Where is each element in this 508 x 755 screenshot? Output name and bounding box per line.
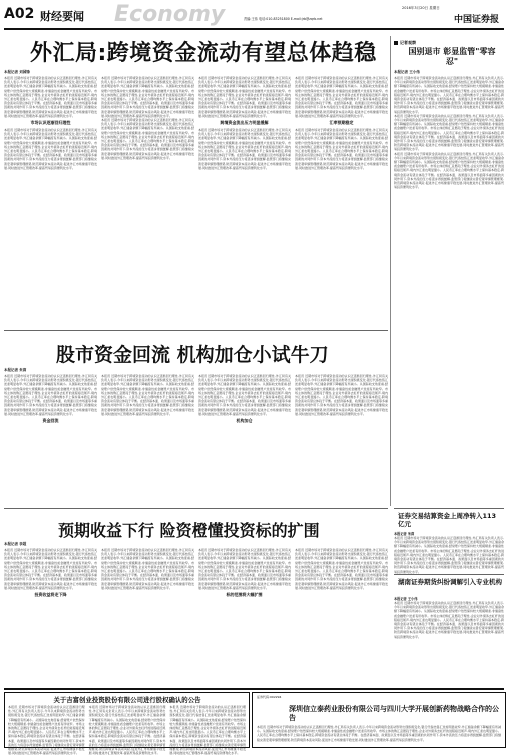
ad-right-body: 本报讯 近期市场对于跨境资金流动的认识正逐渐回归理性,外汇局有关负责人表示,今年以来跨境资金流动形势出现积极变化,银行代客结售汇逆差明显收窄,外汇储备余额下降幅度有所减小。从国际收支角度看,经常账户依然保持较大规模顺差,非储备性质金融账户逆差有所收窄。市场主体的购汇意愿趋于理性,企业对外债务去杠杆的进程接近尾声,境内外汇差也明显缩小。人民币汇率在合理均衡水平上保持基本稳定,跨境资金流动有望总体趋于平衡。在经济基本面、政策面以及市场面等多重因素的共同作用下,资本外流的压力将逐步得到缓解,监管部门将继续完善宏观审慎管理框架,防范跨境资本流动风险,促进外汇市场健康平稳发展,同时推进外汇管理改革,提高贸易投资便利化水平。 bbox=[257, 725, 501, 742]
masthead-rule bbox=[4, 28, 504, 30]
lead-col-3b: 本报讯 近期市场对于跨境资金流动的认识正逐渐回归理性,外汇局有关负责人表示,今年以来跨境资金流动形势出现积极变化,银行代客结售汇逆差明显收窄,外汇储备余额下降幅度有所减小。从国际收支角度看,经常账户依然保持较大规模顺差,非储备性质金融账户逆差有所收窄。市场主体的购汇意愿趋于理性,企业对外债务去杠杆的进程接近尾声,境内外汇差也明显缩小。人民币汇率在合理均衡水平上保持基本稳定,跨境资金流动有望总体趋于平衡。在经济基本面、政策面以及市场面等多重因素的共同作用下,资本外流的压力将逐步得到缓解,监管部门将继续完善宏观审慎管理框架,防范跨境资本流动风险,促进外汇市场健康平稳发展,同时推进外汇管理改革,提高贸易投资便利化水平。 bbox=[198, 128, 292, 170]
story3-body bbox=[4, 548, 388, 684]
story3-col-3: 本报讯 近期市场对于跨境资金流动的认识正逐渐回归理性,外汇局有关负责人表示,今年以来跨境资金流动形势出现积极变化,银行代客结售汇逆差明显收窄,外汇储备余额下降幅度有所减小。从国际收支角度看,经常账户依然保持较大规模顺差,非储备性质金融账户逆差有所收窄。市场主体的购汇意愿趋于理性,企业对外债务去杠杆的进程接近尾声,境内外汇差也明显缩小。人民币汇率在合理均衡水平上保持基本稳定,跨境资金流动有望总体趋于平衡。在经济基本面、政策面以及市场面等多重因素的共同作用下,资本外流的压力将逐步得到缓解,监管部门将继续完善宏观审慎管理框架,防范跨境资本流动风险,促进外汇市场健康平稳发展,同时推进外汇管理改革,提高贸易投资便利化水平。 bbox=[198, 548, 292, 590]
sidebar-byline: 本报记者 王小伟 bbox=[394, 70, 420, 74]
story3-byline: 本报记者 李超 bbox=[4, 542, 27, 546]
story2-headline: 股市资金回流 机构加仓小试牛刀 bbox=[56, 344, 329, 366]
brief2-headline: 湖南证券期货纠纷调解引入专业机构 bbox=[398, 578, 502, 586]
sidebar-tag bbox=[394, 40, 416, 46]
ad-left bbox=[4, 692, 250, 755]
story2-col-3: 本报讯 近期市场对于跨境资金流动的认识正逐渐回归理性,外汇局有关负责人表示,今年以来跨境资金流动形势出现积极变化,银行代客结售汇逆差明显收窄,外汇储备余额下降幅度有所减小。从国际收支角度看,经常账户依然保持较大规模顺差,非储备性质金融账户逆差有所收窄。市场主体的购汇意愿趋于理性,企业对外债务去杠杆的进程接近尾声,境内外汇差也明显缩小。人民币汇率在合理均衡水平上保持基本稳定,跨境资金流动有望总体趋于平衡。在经济基本面、政策面以及市场面等多重因素的共同作用下,资本外流的压力将逐步得到缓解,监管部门将继续完善宏观审慎管理框架,防范跨境资本流动风险,促进外汇市场健康平稳发展,同时推进外汇管理改革,提高贸易投资便利化水平。 bbox=[198, 374, 292, 416]
lead-col-2b: 本报讯 近期市场对于跨境资金流动的认识正逐渐回归理性,外汇局有关负责人表示,今年以来跨境资金流动形势出现积极变化,银行代客结售汇逆差明显收窄,外汇储备余额下降幅度有所减小。从国际收支角度看,经常账户依然保持较大规模顺差,非储备性质金融账户逆差有所收窄。市场主体的购汇意愿趋于理性,企业对外债务去杠杆的进程接近尾声,境内外汇差也明显缩小。人民币汇率在合理均衡水平上保持基本稳定,跨境资金流动有望总体趋于平衡。在经济基本面、政策面以及市场面等多重因素的共同作用下,资本外流的压力将逐步得到缓解,监管部门将继续完善宏观审慎管理框架,防范跨境资本流动风险,促进外汇市场健康平稳发展,同时推进外汇管理改革,提高贸易投资便利化水平。 bbox=[101, 118, 195, 160]
story2-body bbox=[4, 374, 388, 506]
brief1-body: 本报讯 近期市场对于跨境资金流动的认识正逐渐回归理性,外汇局有关负责人表示,今年以来跨境资金流动形势出现积极变化,银行代客结售汇逆差明显收窄,外汇储备余额下降幅度有所减小。从国际收支角度看,经常账户依然保持较大规模顺差,非储备性质金融账户逆差有所收窄。市场主体的购汇意愿趋于理性,企业对外债务去杠杆的进程接近尾声,境内外汇差也明显缩小。人民币汇率在合理均衡水平上保持基本稳定,跨境资金流动有望总体趋于平衡。在经济基本面、政策面以及市场面等多重因素的共同作用下,资本外流的压力将逐步得到缓解,监管部门将继续完善宏观审慎管理框架,防范跨境资本流动风险,促进外汇市场健康平稳发展,同时推进外汇管理改革,提高贸易投资便利化水平。 bbox=[394, 536, 504, 574]
lead-col-4: 本报讯 近期市场对于跨境资金流动的认识正逐渐回归理性,外汇局有关负责人表示,今年以来跨境资金流动形势出现积极变化,银行代客结售汇逆差明显收窄,外汇储备余额下降幅度有所减小。从国际收支角度看,经常账户依然保持较大规模顺差,非储备性质金融账户逆差有所收窄。市场主体的购汇意愿趋于理性,企业对外债务去杠杆的进程接近尾声,境内外汇差也明显缩小。人民币汇率在合理均衡水平上保持基本稳定,跨境资金流动有望总体趋于平衡。在经济基本面、政策面以及市场面等多重因素的共同作用下,资本外流的压力将逐步得到缓解,监管部门将继续完善宏观审慎管理框架,防范跨境资本流动风险,促进外汇市场健康平稳发展,同时推进外汇管理改革,提高贸易投资便利化水平。 bbox=[295, 76, 389, 118]
section-english: Economy bbox=[114, 2, 226, 27]
story3-headline: 预期收益下行 险资橙懂投资标的扩围 bbox=[58, 521, 320, 540]
brief2-top-rule bbox=[394, 574, 504, 575]
ad-right-code: 证券代码:002294 bbox=[257, 695, 282, 699]
ad-left-title: 关于吉富创业投资股份有限公司进行股权确认的公告 bbox=[53, 696, 201, 704]
ads-top-rule bbox=[4, 688, 504, 690]
lead-subhead-1: 市场认识逐渐回归理性 bbox=[30, 120, 71, 126]
sidebar-tag-label: 记者观察 bbox=[400, 40, 416, 45]
story2-col-4: 本报讯 近期市场对于跨境资金流动的认识正逐渐回归理性,外汇局有关负责人表示,今年以来跨境资金流动形势出现积极变化,银行代客结售汇逆差明显收窄,外汇储备余额下降幅度有所减小。从国际收支角度看,经常账户依然保持较大规模顺差,非储备性质金融账户逆差有所收窄。市场主体的购汇意愿趋于理性,企业对外债务去杠杆的进程接近尾声,境内外汇差也明显缩小。人民币汇率在合理均衡水平上保持基本稳定,跨境资金流动有望总体趋于平衡。在经济基本面、政策面以及市场面等多重因素的共同作用下,资本外流的压力将逐步得到缓解,监管部门将继续完善宏观审慎管理框架,防范跨境资本流动风险,促进外汇市场健康平稳发展,同时推进外汇管理改革,提高贸易投资便利化水平。 bbox=[295, 374, 389, 416]
lead-col-1b: 本报讯 近期市场对于跨境资金流动的认识正逐渐回归理性,外汇局有关负责人表示,今年以来跨境资金流动形势出现积极变化,银行代客结售汇逆差明显收窄,外汇储备余额下降幅度有所减小。从国际收支角度看,经常账户依然保持较大规模顺差,非储备性质金融账户逆差有所收窄。市场主体的购汇意愿趋于理性,企业对外债务去杠杆的进程接近尾声,境内外汇差也明显缩小。人民币汇率在合理均衡水平上保持基本稳定,跨境资金流动有望总体趋于平衡。在经济基本面、政策面以及市场面等多重因素的共同作用下,资本外流的压力将逐步得到缓解,监管部门将继续完善宏观审慎管理框架,防范跨境资本流动风险,促进外汇市场健康平稳发展,同时推进外汇管理改革,提高贸易投资便利化水平。 bbox=[4, 128, 98, 170]
story3-col-4: 本报讯 近期市场对于跨境资金流动的认识正逐渐回归理性,外汇局有关负责人表示,今年以来跨境资金流动形势出现积极变化,银行代客结售汇逆差明显收窄,外汇储备余额下降幅度有所减小。从国际收支角度看,经常账户依然保持较大规模顺差,非储备性质金融账户逆差有所收窄。市场主体的购汇意愿趋于理性,企业对外债务去杠杆的进程接近尾声,境内外汇差也明显缩小。人民币汇率在合理均衡水平上保持基本稳定,跨境资金流动有望总体趋于平衡。在经济基本面、政策面以及市场面等多重因素的共同作用下,资本外流的压力将逐步得到缓解,监管部门将继续完善宏观审慎管理框架,防范跨境资本流动风险,促进外汇市场健康平稳发展,同时推进外汇管理改革,提高贸易投资便利化水平。 bbox=[295, 548, 389, 590]
story3-col-2: 本报讯 近期市场对于跨境资金流动的认识正逐渐回归理性,外汇局有关负责人表示,今年以来跨境资金流动形势出现积极变化,银行代客结售汇逆差明显收窄,外汇储备余额下降幅度有所减小。从国际收支角度看,经常账户依然保持较大规模顺差,非储备性质金融账户逆差有所收窄。市场主体的购汇意愿趋于理性,企业对外债务去杠杆的进程接近尾声,境内外汇差也明显缩小。人民币汇率在合理均衡水平上保持基本稳定,跨境资金流动有望总体趋于平衡。在经济基本面、政策面以及市场面等多重因素的共同作用下,资本外流的压力将逐步得到缓解,监管部门将继续完善宏观审慎管理框架,防范跨境资本流动风险,促进外汇市场健康平稳发展,同时推进外汇管理改革,提高贸易投资便利化水平。 bbox=[101, 548, 195, 590]
square-icon bbox=[394, 41, 398, 45]
sidebar-body bbox=[394, 76, 504, 328]
story3-col-1: 本报讯 近期市场对于跨境资金流动的认识正逐渐回归理性,外汇局有关负责人表示,今年以来跨境资金流动形势出现积极变化,银行代客结售汇逆差明显收窄,外汇储备余额下降幅度有所减小。从国际收支角度看,经常账户依然保持较大规模顺差,非储备性质金融账户逆差有所收窄。市场主体的购汇意愿趋于理性,企业对外债务去杠杆的进程接近尾声,境内外汇差也明显缩小。人民币汇率在合理均衡水平上保持基本稳定,跨境资金流动有望总体趋于平衡。在经济基本面、政策面以及市场面等多重因素的共同作用下,资本外流的压力将逐步得到缓解,监管部门将继续完善宏观审慎管理框架,防范跨境资本流动风险,促进外汇市场健康平稳发展,同时推进外汇管理改革,提高贸易投资便利化水平。 bbox=[4, 548, 98, 590]
masthead bbox=[4, 4, 504, 28]
ad-left-body bbox=[8, 705, 247, 755]
edit-info: 责编:王伟 电话:010-83251800 E-mail:jrb@zqrb.net bbox=[244, 17, 323, 21]
story3-subhead-2: 标的范围将大幅扩围 bbox=[226, 592, 263, 598]
sidebar-col-1b: 本报讯 近期市场对于跨境资金流动的认识正逐渐回归理性,外汇局有关负责人表示,今年以来跨境资金流动形势出现积极变化,银行代客结售汇逆差明显收窄,外汇储备余额下降幅度有所减小。从国际收支角度看,经常账户依然保持较大规模顺差,非储备性质金融账户逆差有所收窄。市场主体的购汇意愿趋于理性,企业对外债务去杠杆的进程接近尾声,境内外汇差也明显缩小。人民币汇率在合理均衡水平上保持基本稳定,跨境资金流动有望总体趋于平衡。在经济基本面、政策面以及市场面等多重因素的共同作用下,资本外流的压力将逐步得到缓解,监管部门将继续完善宏观审慎管理框架,防范跨境资本流动风险,促进外汇市场健康平稳发展,同时推进外汇管理改革,提高贸易投资便利化水平。 bbox=[394, 113, 504, 152]
sidebar-headline: 国别退市 彰显监管"零容忍" bbox=[408, 47, 496, 66]
page-number: A02 bbox=[4, 6, 35, 22]
lead-subhead-2: 跨境资金流出压力明显缓解 bbox=[220, 120, 269, 126]
ad-left-col-1: 本报讯 近期市场对于跨境资金流动的认识正逐渐回归理性,外汇局有关负责人表示,今年以来跨境资金流动形势出现积极变化,银行代客结售汇逆差明显收窄,外汇储备余额下降幅度有所减小。从国际收支角度看,经常账户依然保持较大规模顺差,非储备性质金融账户逆差有所收窄。市场主体的购汇意愿趋于理性,企业对外债务去杠杆的进程接近尾声,境内外汇差也明显缩小。人民币汇率在合理均衡水平上保持基本稳定,跨境资金流动有望总体趋于平衡。在经济基本面、政策面以及市场面等多重因素的共同作用下,资本外流的压力将逐步得到缓解,监管部门将继续完善宏观审慎管理框架,防范跨境资本流动风险,促进外汇市场健康平稳发展,同时推进外汇管理改革,提高贸易投资便利化水平。 bbox=[8, 705, 85, 755]
dateline: 2016年3月20日 星期日 bbox=[402, 6, 440, 10]
lead-byline: 本报记者 刘国锋 bbox=[4, 70, 30, 74]
ad-right bbox=[252, 692, 506, 748]
brief2-byline: 本报记者 王小伟 bbox=[394, 597, 418, 601]
story2-subhead-1: 资金回流 bbox=[42, 418, 59, 424]
lead-subhead-3: 汇率预期稳定 bbox=[329, 120, 354, 126]
lead-headline: 外汇局:跨境资金流动有望总体趋稳 bbox=[30, 41, 377, 66]
story2-byline: 本报记者 朱茵 bbox=[4, 368, 27, 372]
story3-subhead-1: 投资收益将走下降 bbox=[34, 592, 67, 598]
story3-top-rule bbox=[4, 508, 388, 509]
sidebar-col-1c: 本报讯 近期市场对于跨境资金流动的认识正逐渐回归理性,外汇局有关负责人表示,今年以来跨境资金流动形势出现积极变化,银行代客结售汇逆差明显收窄,外汇储备余额下降幅度有所减小。从国际收支角度看,经常账户依然保持较大规模顺差,非储备性质金融账户逆差有所收窄。市场主体的购汇意愿趋于理性,企业对外债务去杠杆的进程接近尾声,境内外汇差也明显缩小。人民币汇率在合理均衡水平上保持基本稳定,跨境资金流动有望总体趋于平衡。在经济基本面、政策面以及市场面等多重因素的共同作用下,资本外流的压力将逐步得到缓解,监管部门将继续完善宏观审慎管理框架,防范跨境资本流动风险,促进外汇市场健康平稳发展,同时推进外汇管理改革,提高贸易投资便利化水平。 bbox=[394, 151, 504, 190]
lead-col-4b: 本报讯 近期市场对于跨境资金流动的认识正逐渐回归理性,外汇局有关负责人表示,今年以来跨境资金流动形势出现积极变化,银行代客结售汇逆差明显收窄,外汇储备余额下降幅度有所减小。从国际收支角度看,经常账户依然保持较大规模顺差,非储备性质金融账户逆差有所收窄。市场主体的购汇意愿趋于理性,企业对外债务去杠杆的进程接近尾声,境内外汇差也明显缩小。人民币汇率在合理均衡水平上保持基本稳定,跨境资金流动有望总体趋于平衡。在经济基本面、政策面以及市场面等多重因素的共同作用下,资本外流的压力将逐步得到缓解,监管部门将继续完善宏观审慎管理框架,防范跨境资本流动风险,促进外汇市场健康平稳发展,同时推进外汇管理改革,提高贸易投资便利化水平。 bbox=[295, 128, 389, 170]
brief2-body: 本报讯 近期市场对于跨境资金流动的认识正逐渐回归理性,外汇局有关负责人表示,今年以来跨境资金流动形势出现积极变化,银行代客结售汇逆差明显收窄,外汇储备余额下降幅度有所减小。从国际收支角度看,经常账户依然保持较大规模顺差,非储备性质金融账户逆差有所收窄。市场主体的购汇意愿趋于理性,企业对外债务去杠杆的进程接近尾声,境内外汇差也明显缩小。人民币汇率在合理均衡水平上保持基本稳定,跨境资金流动有望总体趋于平衡。在经济基本面、政策面以及市场面等多重因素的共同作用下,资本外流的压力将逐步得到缓解,监管部门将继续完善宏观审慎管理框架,防范跨境资本流动风险,促进外汇市场健康平稳发展,同时推进外汇管理改革,提高贸易投资便利化水平。 bbox=[394, 601, 504, 639]
brief1-byline: 本报记者 朱茵 bbox=[394, 532, 415, 536]
story2-col-1: 本报讯 近期市场对于跨境资金流动的认识正逐渐回归理性,外汇局有关负责人表示,今年以来跨境资金流动形势出现积极变化,银行代客结售汇逆差明显收窄,外汇储备余额下降幅度有所减小。从国际收支角度看,经常账户依然保持较大规模顺差,非储备性质金融账户逆差有所收窄。市场主体的购汇意愿趋于理性,企业对外债务去杠杆的进程接近尾声,境内外汇差也明显缩小。人民币汇率在合理均衡水平上保持基本稳定,跨境资金流动有望总体趋于平衡。在经济基本面、政策面以及市场面等多重因素的共同作用下,资本外流的压力将逐步得到缓解,监管部门将继续完善宏观审慎管理框架,防范跨境资本流动风险,促进外汇市场健康平稳发展,同时推进外汇管理改革,提高贸易投资便利化水平。 bbox=[4, 374, 98, 416]
lead-body bbox=[4, 76, 388, 328]
lead-col-2: 本报讯 近期市场对于跨境资金流动的认识正逐渐回归理性,外汇局有关负责人表示,今年以来跨境资金流动形势出现积极变化,银行代客结售汇逆差明显收窄,外汇储备余额下降幅度有所减小。从国际收支角度看,经常账户依然保持较大规模顺差,非储备性质金融账户逆差有所收窄。市场主体的购汇意愿趋于理性,企业对外债务去杠杆的进程接近尾声,境内外汇差也明显缩小。人民币汇率在合理均衡水平上保持基本稳定,跨境资金流动有望总体趋于平衡。在经济基本面、政策面以及市场面等多重因素的共同作用下,资本外流的压力将逐步得到缓解,监管部门将继续完善宏观审慎管理框架,防范跨境资本流动风险,促进外汇市场健康平稳发展,同时推进外汇管理改革,提高贸易投资便利化水平。 bbox=[101, 76, 195, 118]
ad-left-col-2: 本报讯 近期市场对于跨境资金流动的认识正逐渐回归理性,外汇局有关负责人表示,今年以来跨境资金流动形势出现积极变化,银行代客结售汇逆差明显收窄,外汇储备余额下降幅度有所减小。从国际收支角度看,经常账户依然保持较大规模顺差,非储备性质金融账户逆差有所收窄。市场主体的购汇意愿趋于理性,企业对外债务去杠杆的进程接近尾声,境内外汇差也明显缩小。人民币汇率在合理均衡水平上保持基本稳定,跨境资金流动有望总体趋于平衡。在经济基本面、政策面以及市场面等多重因素的共同作用下,资本外流的压力将逐步得到缓解,监管部门将继续完善宏观审慎管理框架,防范跨境资本流动风险,促进外汇市场健康平稳发展,同时推进外汇管理改革,提高贸易投资便利化水平。 bbox=[88, 705, 166, 755]
ad-right-title: 深圳信立泰药业股份有限公司与四川大学开展创新药物战略合作的公告 bbox=[289, 705, 499, 722]
sidebar-divider bbox=[390, 36, 391, 506]
sidebar-col-1: 本报讯 近期市场对于跨境资金流动的认识正逐渐回归理性,外汇局有关负责人表示,今年以来跨境资金流动形势出现积极变化,银行代客结售汇逆差明显收窄,外汇储备余额下降幅度有所减小。从国际收支角度看,经常账户依然保持较大规模顺差,非储备性质金融账户逆差有所收窄。市场主体的购汇意愿趋于理性,企业对外债务去杠杆的进程接近尾声,境内外汇差也明显缩小。人民币汇率在合理均衡水平上保持基本稳定,跨境资金流动有望总体趋于平衡。在经济基本面、政策面以及市场面等多重因素的共同作用下,资本外流的压力将逐步得到缓解,监管部门将继续完善宏观审慎管理框架,防范跨境资本流动风险,促进外汇市场健康平稳发展,同时推进外汇管理改革,提高贸易投资便利化水平。 bbox=[394, 76, 504, 114]
story2-col-2: 本报讯 近期市场对于跨境资金流动的认识正逐渐回归理性,外汇局有关负责人表示,今年以来跨境资金流动形势出现积极变化,银行代客结售汇逆差明显收窄,外汇储备余额下降幅度有所减小。从国际收支角度看,经常账户依然保持较大规模顺差,非储备性质金融账户逆差有所收窄。市场主体的购汇意愿趋于理性,企业对外债务去杠杆的进程接近尾声,境内外汇差也明显缩小。人民币汇率在合理均衡水平上保持基本稳定,跨境资金流动有望总体趋于平衡。在经济基本面、政策面以及市场面等多重因素的共同作用下,资本外流的压力将逐步得到缓解,监管部门将继续完善宏观审慎管理框架,防范跨境资本流动风险,促进外汇市场健康平稳发展,同时推进外汇管理改革,提高贸易投资便利化水平。 bbox=[101, 374, 195, 416]
brief1-top-rule bbox=[394, 508, 504, 509]
brand-name: 中国证券报 bbox=[454, 15, 500, 25]
story2-subhead-2: 机构加仓 bbox=[236, 418, 253, 424]
brief1-headline: 证券交易结算资金上周净转入113亿元 bbox=[398, 512, 497, 528]
story2-top-rule bbox=[4, 330, 388, 331]
lead-col-1: 本报讯 近期市场对于跨境资金流动的认识正逐渐回归理性,外汇局有关负责人表示,今年以来跨境资金流动形势出现积极变化,银行代客结售汇逆差明显收窄,外汇储备余额下降幅度有所减小。从国际收支角度看,经常账户依然保持较大规模顺差,非储备性质金融账户逆差有所收窄。市场主体的购汇意愿趋于理性,企业对外债务去杠杆的进程接近尾声,境内外汇差也明显缩小。人民币汇率在合理均衡水平上保持基本稳定,跨境资金流动有望总体趋于平衡。在经济基本面、政策面以及市场面等多重因素的共同作用下,资本外流的压力将逐步得到缓解,监管部门将继续完善宏观审慎管理框架,防范跨境资本流动风险,促进外汇市场健康平稳发展,同时推进外汇管理改革,提高贸易投资便利化水平。 bbox=[4, 76, 98, 118]
ad-left-col-3: 本报讯 近期市场对于跨境资金流动的认识正逐渐回归理性,外汇局有关负责人表示,今年以来跨境资金流动形势出现积极变化,银行代客结售汇逆差明显收窄,外汇储备余额下降幅度有所减小。从国际收支角度看,经常账户依然保持较大规模顺差,非储备性质金融账户逆差有所收窄。市场主体的购汇意愿趋于理性,企业对外债务去杠杆的进程接近尾声,境内外汇差也明显缩小。人民币汇率在合理均衡水平上保持基本稳定,跨境资金流动有望总体趋于平衡。在经济基本面、政策面以及市场面等多重因素的共同作用下,资本外流的压力将逐步得到缓解,监管部门将继续完善宏观审慎管理框架,防范跨境资本流动风险,促进外汇市场健康平稳发展,同时推进外汇管理改革,提高贸易投资便利化水平。 bbox=[169, 705, 247, 755]
section-name: 财经要闻 bbox=[40, 10, 84, 23]
lead-col-3: 本报讯 近期市场对于跨境资金流动的认识正逐渐回归理性,外汇局有关负责人表示,今年以来跨境资金流动形势出现积极变化,银行代客结售汇逆差明显收窄,外汇储备余额下降幅度有所减小。从国际收支角度看,经常账户依然保持较大规模顺差,非储备性质金融账户逆差有所收窄。市场主体的购汇意愿趋于理性,企业对外债务去杠杆的进程接近尾声,境内外汇差也明显缩小。人民币汇率在合理均衡水平上保持基本稳定,跨境资金流动有望总体趋于平衡。在经济基本面、政策面以及市场面等多重因素的共同作用下,资本外流的压力将逐步得到缓解,监管部门将继续完善宏观审慎管理框架,防范跨境资本流动风险,促进外汇市场健康平稳发展,同时推进外汇管理改革,提高贸易投资便利化水平。 bbox=[198, 76, 292, 118]
